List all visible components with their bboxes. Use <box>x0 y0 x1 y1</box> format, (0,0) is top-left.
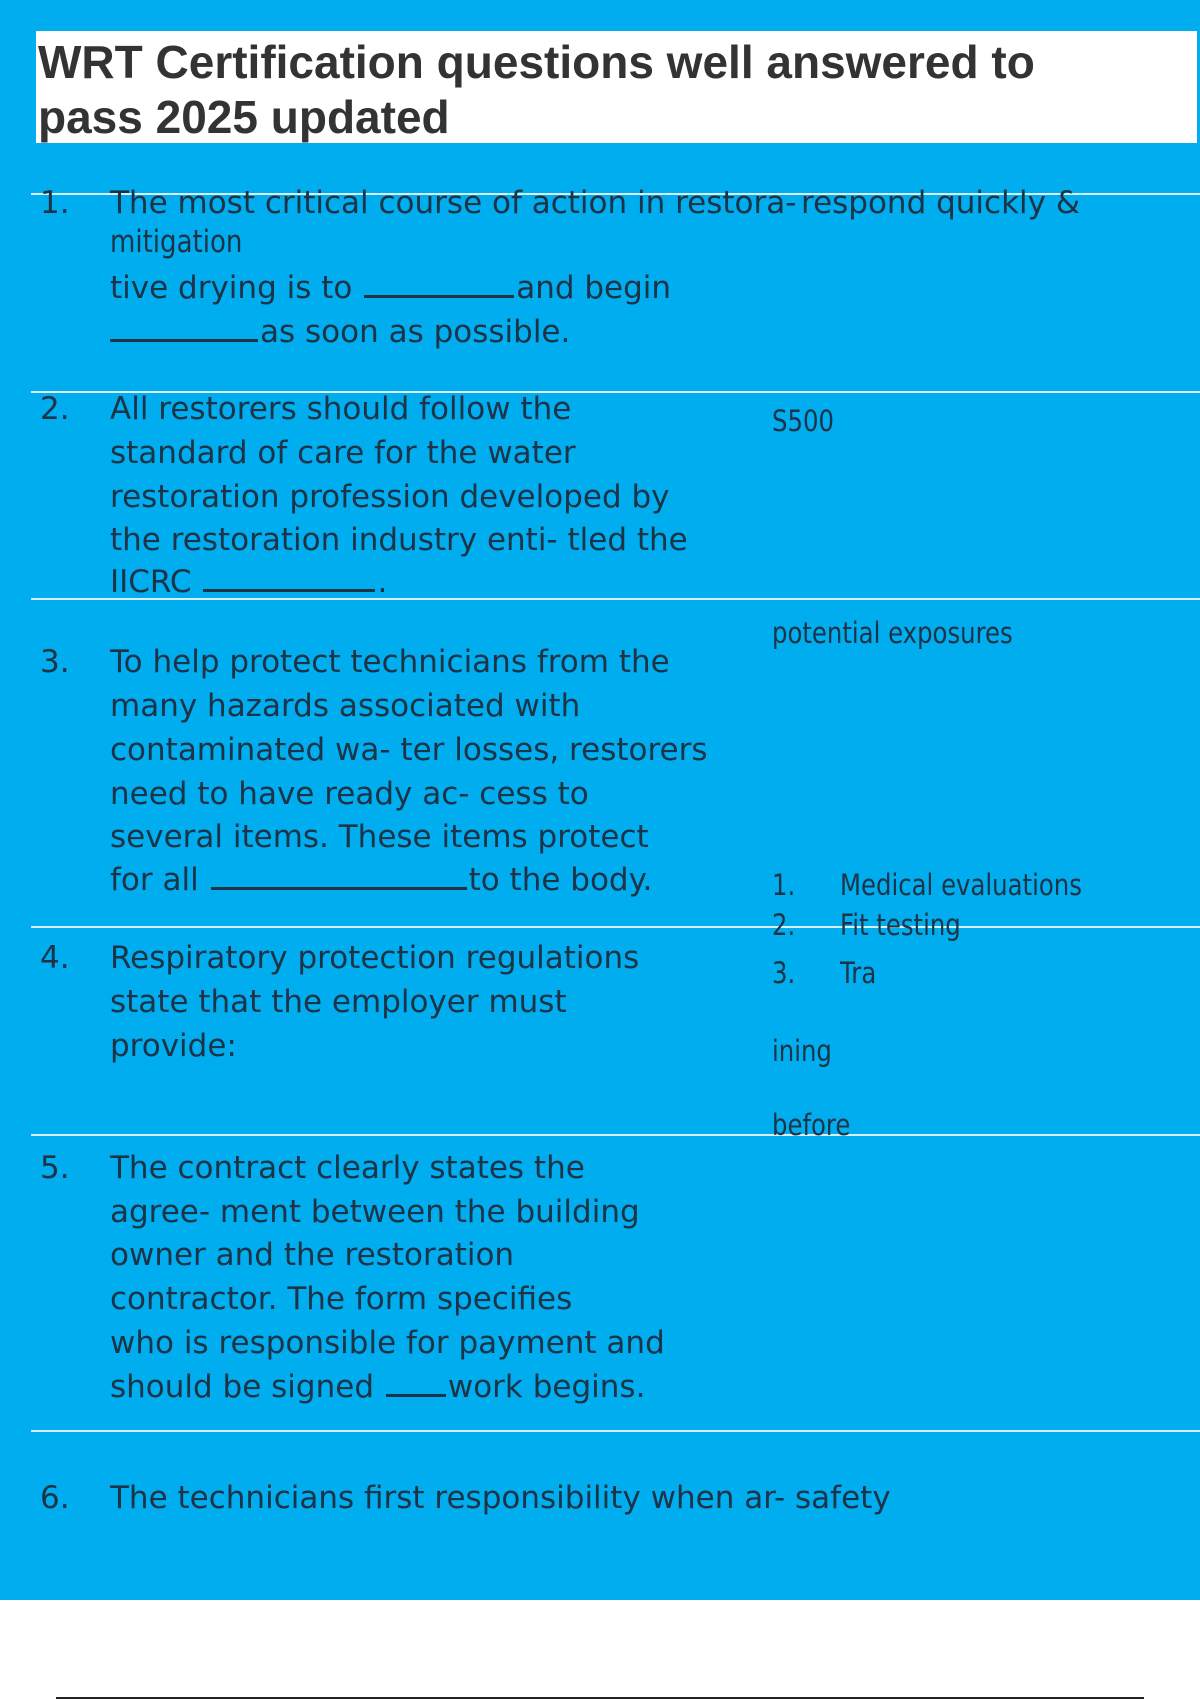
row-divider <box>31 1134 1200 1136</box>
question-text-part: as soon as possible. <box>260 314 571 350</box>
row-divider <box>31 1430 1200 1432</box>
answer-text: S500 <box>772 404 834 438</box>
page-footer-rule <box>56 1697 1144 1699</box>
question-text-line: standard of care for the water <box>110 435 576 471</box>
question-text-line: restoration profession developed by <box>110 479 670 515</box>
question-2-last-line-clip <box>0 560 1200 600</box>
question-text-line: state that the employer must <box>110 984 567 1020</box>
question-text-line <box>110 266 671 310</box>
answer-blank <box>364 267 514 298</box>
question-text-part: . <box>377 564 388 600</box>
question-text-line: contractor. The form specifies <box>110 1281 573 1317</box>
answer-text: respond quickly & <box>801 185 1081 221</box>
answer-list-number: 2. <box>772 908 796 942</box>
answer-blank <box>110 311 258 342</box>
question-text-line: who is responsible for payment and <box>110 1325 665 1361</box>
question-text-line: To help protect technicians from the <box>110 644 670 680</box>
question-text-part: IICRC <box>110 564 192 600</box>
question-text-line <box>110 1365 645 1409</box>
question-text-part: tive drying is to <box>110 270 353 306</box>
question-text-line: need to have ready ac- cess to <box>110 776 589 812</box>
question-number: 5. <box>40 1150 70 1186</box>
question-text-part: The technicians first responsibility when ar- <box>110 1480 786 1516</box>
question-text-line: mitigation <box>110 224 243 260</box>
answer-blank <box>211 859 467 890</box>
question-number: 2. <box>40 391 70 427</box>
answer-list-item-continued: ining <box>772 1034 832 1068</box>
answer-list-item: Medical evaluations <box>840 868 1082 902</box>
question-text-line: The most critical course of action in restora- <box>110 185 797 221</box>
question-text-line: contaminated wa- ter losses, restorers <box>110 732 708 768</box>
question-text-line <box>110 310 570 354</box>
question-text-part: and begin <box>516 270 672 306</box>
question-text-part: to the body. <box>468 862 653 898</box>
answer-text: before <box>772 1108 851 1142</box>
answer-item-2-clip <box>760 908 1200 948</box>
title-line-2: pass 2025 updated <box>38 91 450 143</box>
question-text-line: owner and the restoration <box>110 1237 515 1273</box>
answer-list-number: 1. <box>772 868 796 902</box>
title-line-1: WRT Certification questions well answered to <box>38 36 1035 88</box>
question-number: 4. <box>40 940 70 976</box>
question-text-part: for all <box>110 862 199 898</box>
document-title <box>38 35 1188 145</box>
answer-list-item: Fit testing <box>840 908 961 942</box>
question-number: 3. <box>40 644 70 680</box>
question-text-line: agree- ment between the building <box>110 1194 640 1230</box>
question-text-line: provide: <box>110 1028 237 1064</box>
answer-text: potential exposures <box>772 616 1013 650</box>
answer-list-number: 3. <box>772 956 796 990</box>
answer-blank <box>203 561 375 592</box>
answer-list-item: Tra <box>840 956 877 990</box>
question-text-part: work begins. <box>447 1369 646 1405</box>
answer-blank <box>386 1366 446 1397</box>
question-text-line: Respiratory protection regulations <box>110 940 640 976</box>
question-text-line <box>110 858 652 902</box>
question-text-line: several items. These items protect <box>110 819 649 855</box>
answer-text: safety <box>795 1480 891 1516</box>
question-text-part: should be signed <box>110 1369 374 1405</box>
question-number: 6. <box>40 1480 70 1516</box>
question-text-line <box>110 560 387 604</box>
question-number: 1. <box>40 185 70 221</box>
question-text-line <box>110 1476 891 1520</box>
question-text-line: the restoration industry enti- tled the <box>110 522 688 558</box>
title-box <box>36 31 1197 143</box>
question-text-line: many hazards associated with <box>110 688 581 724</box>
question-text-line: The contract clearly states the <box>110 1150 585 1186</box>
question-text-line: All restorers should follow the <box>110 391 572 427</box>
answer-5-clip <box>760 1100 1200 1142</box>
